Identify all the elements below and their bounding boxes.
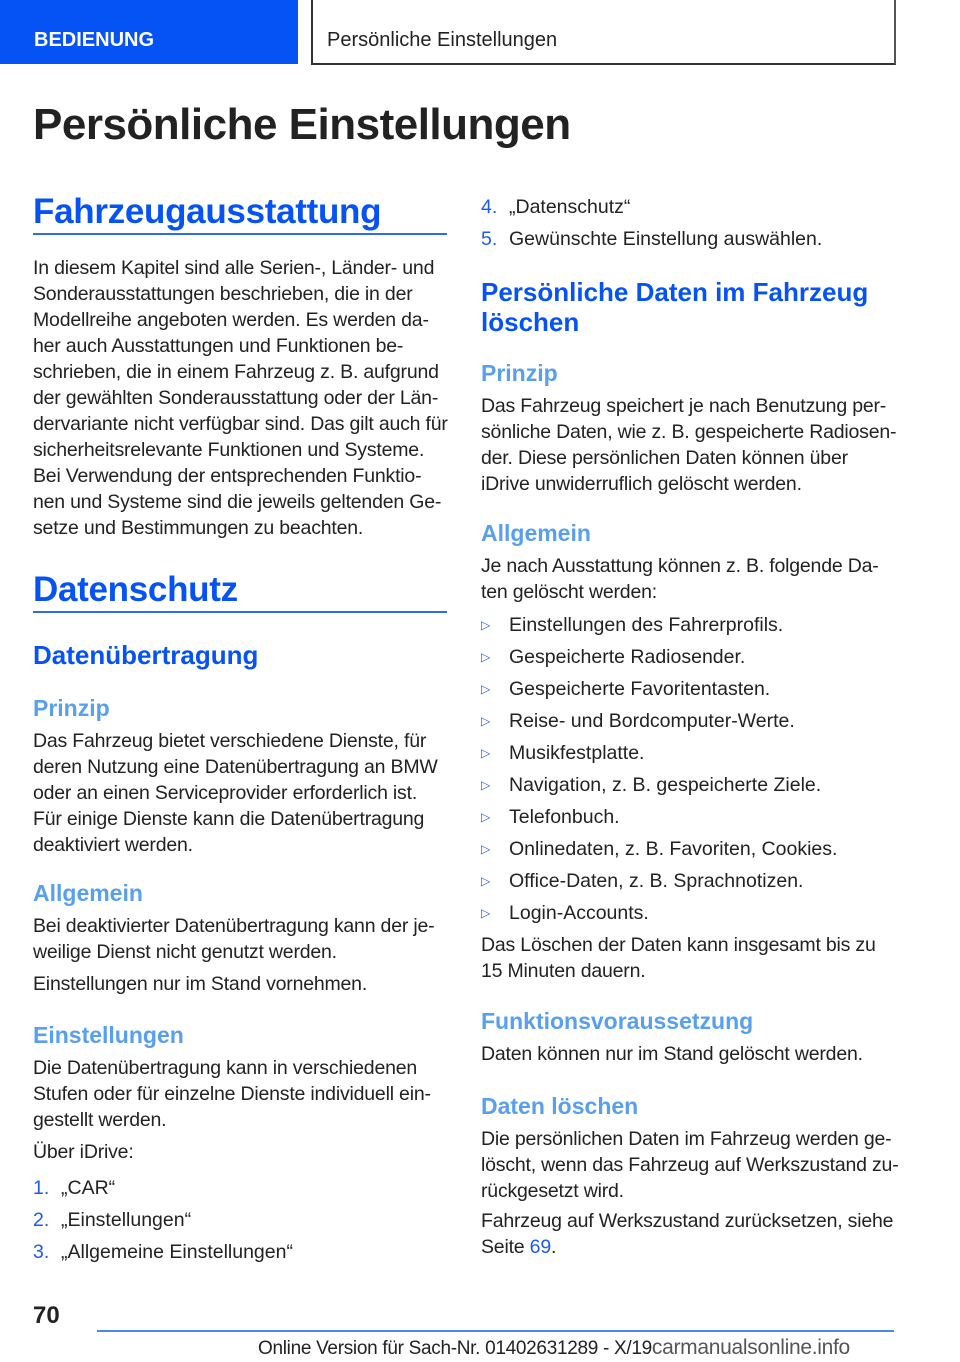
triangle-bullet-icon: ▷ xyxy=(481,746,491,760)
bullet-item: ▷ Navigation, z. B. gespeicherte Ziele. xyxy=(481,774,822,796)
paragraph-prinzip: Das Fahrzeug speichert je nach Benutzung per- sönliche Daten, wie z. B. gespeicherte Radiosen- der. Diese persönlichen Daten können über iDrive unwiderruflich gelöscht werden. xyxy=(481,395,897,495)
paragraph-fahrzeugausstattung: In diesem Kapitel sind alle Serien-, Länder- und Sonderausstattungen beschrieben, die in der Modellreihe angeboten werden. Es werden da- her auch Ausstattungen und Funktionen be- schrieben, die in einem Fahrzeug z. B. aufgrund der gewählten Sonderausstattung oder der Län- dervariante nicht verfügbar sind. Das gilt auch für sicherheitsrelevante Funktionen und Systeme. Bei Verwendung der entsprechenden Funktio- nen und Systeme sind die jeweils geltenden Ge- setze und Bestimmungen zu beachten. xyxy=(33,257,448,539)
footer-rule xyxy=(97,1330,894,1332)
idrive-intro: Über iDrive: xyxy=(33,1141,134,1163)
heading-daten-loeschen: Daten löschen xyxy=(481,1093,639,1119)
triangle-bullet-icon: ▷ xyxy=(481,906,491,920)
paragraph-allgemein: Je nach Ausstattung können z. B. folgende Da- ten gelöscht werden: xyxy=(481,555,879,603)
bullet-item: ▷ Onlinedaten, z. B. Favoriten, Cookies. xyxy=(481,838,838,860)
triangle-bullet-icon: ▷ xyxy=(481,778,491,792)
triangle-bullet-icon: ▷ xyxy=(481,714,491,728)
page-title: Persönliche Einstellungen xyxy=(33,100,571,149)
bullet-item: ▷ Einstellungen des Fahrerprofils. xyxy=(481,614,784,636)
heading-persoenliche-daten-loeschen: Persönliche Daten im Fahrzeug löschen xyxy=(481,277,869,337)
triangle-bullet-icon: ▷ xyxy=(481,874,491,888)
chapter-section-tab: BEDIENUNG xyxy=(0,0,298,64)
paragraph-daten-loeschen: Die persönlichen Daten im Fahrzeug werden ge- löscht, wenn das Fahrzeug auf Werkszustand zu- rückgesetzt wird. xyxy=(481,1128,899,1202)
triangle-bullet-icon: ▷ xyxy=(481,810,491,824)
bullet-item: ▷ Gespeicherte Favoritentasten. xyxy=(481,678,771,700)
heading-rule xyxy=(33,611,447,613)
heading-prinzip: Prinzip xyxy=(33,695,110,721)
heading-prinzip: Prinzip xyxy=(481,360,558,386)
heading-fahrzeugausstattung: Fahrzeugausstattung xyxy=(33,192,382,231)
heading-allgemein: Allgemein xyxy=(481,520,591,546)
watermark: carmanualsonline.info xyxy=(651,1336,850,1359)
bullet-item: ▷ Reise- und Bordcomputer-Werte. xyxy=(481,710,795,732)
heading-datenschutz: Datenschutz xyxy=(33,570,238,609)
paragraph-prinzip: Das Fahrzeug bietet verschiedene Dienste, für deren Nutzung eine Datenübertragung an BMW oder an einen Serviceprovider erforderlich ist. Für einige Dienste kann die Datenübertragung deaktiviert werden. xyxy=(33,730,438,856)
triangle-bullet-icon: ▷ xyxy=(481,618,491,632)
paragraph-allgemein: Bei deaktivierter Datenübertragung kann der je- weilige Dienst nicht genutzt werden. xyxy=(33,915,435,963)
heading-einstellungen: Einstellungen xyxy=(33,1022,184,1048)
paragraph-reference: Fahrzeug auf Werkszustand zurücksetzen, siehe Seite 69. xyxy=(481,1210,894,1258)
note-stand: Einstellungen nur im Stand vornehmen. xyxy=(33,973,368,995)
bullet-item: ▷ Musikfestplatte. xyxy=(481,742,645,764)
heading-funktionsvoraussetzung: Funktionsvoraussetzung xyxy=(481,1008,754,1034)
triangle-bullet-icon: ▷ xyxy=(481,682,491,696)
chapter-title-box: Persönliche Einstellungen xyxy=(311,0,896,65)
step-item: 4. „Datenschutz“ xyxy=(481,196,631,218)
bullet-item: ▷ Telefonbuch. xyxy=(481,806,620,828)
bullet-item: ▷ Login-Accounts. xyxy=(481,902,649,924)
heading-rule xyxy=(33,233,447,235)
step-item: 5. Gewünschte Einstellung auswählen. xyxy=(481,228,823,250)
triangle-bullet-icon: ▷ xyxy=(481,842,491,856)
page-number: 70 xyxy=(33,1302,60,1329)
step-item: 2. „Einstellungen“ xyxy=(33,1209,192,1231)
triangle-bullet-icon: ▷ xyxy=(481,650,491,664)
subheading-datenuebertragung: Datenübertragung xyxy=(33,640,259,670)
step-item: 1. „CAR“ xyxy=(33,1177,116,1199)
paragraph-duration: Das Löschen der Daten kann insgesamt bis zu 15 Minuten dauern. xyxy=(481,934,876,982)
bullet-item: ▷ Gespeicherte Radiosender. xyxy=(481,646,746,668)
bullet-item: ▷ Office-Daten, z. B. Sprachnotizen. xyxy=(481,870,804,892)
paragraph-funktionsvoraussetzung: Daten können nur im Stand gelöscht werden. xyxy=(481,1043,863,1065)
step-item: 3. „Allgemeine Einstellungen“ xyxy=(33,1241,293,1263)
page-reference-link[interactable]: 69 xyxy=(529,1236,551,1258)
footer-text: Online Version für Sach-Nr. 01402631289 - X/19carmanualsonline.info xyxy=(258,1336,850,1359)
paragraph-einstellungen: Die Datenübertragung kann in verschiedenen Stufen oder für einzelne Dienste individuell ein- gestellt werden. xyxy=(33,1057,431,1131)
heading-allgemein: Allgemein xyxy=(33,880,143,906)
